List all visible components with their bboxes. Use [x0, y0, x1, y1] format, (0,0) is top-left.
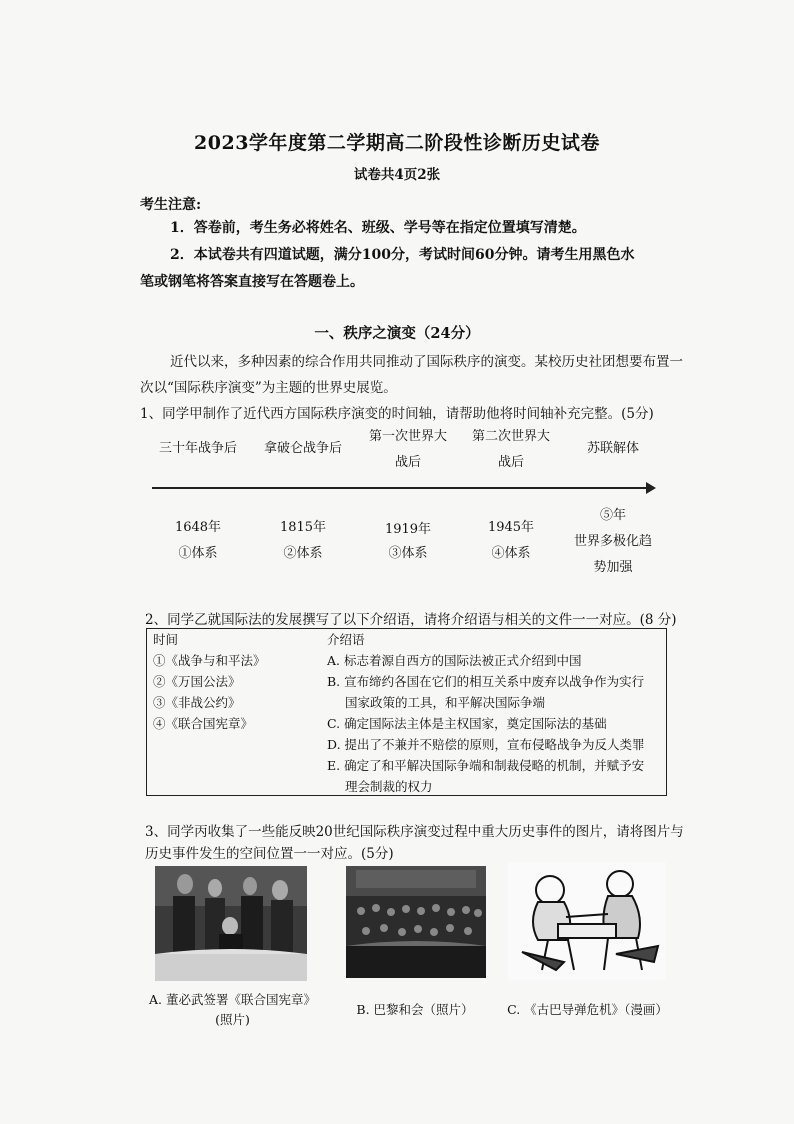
timeline-event: 战后	[497, 455, 524, 470]
timeline-year: 1648年	[174, 520, 222, 535]
table-doc: ③《非战公约》	[153, 695, 241, 710]
timeline-system: ③体系	[388, 546, 428, 561]
exam-title: 2023学年度第二学期高二阶段性诊断历史试卷	[194, 132, 600, 154]
cartoon-c-caption: C. 《古巴导弹危机》（漫画）	[507, 1002, 668, 1017]
question-3-line-1: 3、同学丙收集了一些能反映20世纪国际秩序演变过程中重大历史事件的图片，请将图片与	[145, 824, 684, 840]
timeline-event: 战后	[394, 455, 421, 470]
timeline-axis	[152, 487, 650, 489]
notice-heading: 考生注意:	[140, 197, 202, 213]
timeline-year: ⑤年	[599, 508, 626, 523]
question-2: 2、同学乙就国际法的发展撰写了以下介绍语，请将介绍语与相关的文件一一对应。(8 分)	[145, 612, 677, 628]
timeline-system: ④体系	[491, 546, 531, 561]
table-doc: ①《战争与和平法》	[153, 653, 266, 668]
section-title: 一、秩序之演变（24分）	[314, 325, 480, 342]
table-doc: ②《万国公法》	[153, 674, 241, 689]
photo-un-charter-signing	[155, 866, 307, 981]
timeline-event: 拿破仑战争后	[263, 441, 342, 456]
table-intro: E. 确定了和平解决国际争端和制裁侵略的机制，并赋予安	[327, 758, 645, 773]
table-header-intros: 介绍语	[327, 632, 365, 647]
table-intro: D. 提出了不兼并不赔偿的原则，宣布侵略战争为反人类罪	[327, 737, 645, 752]
notice-item-1: 1．答卷前，考生务必将姓名、班级、学号等在指定位置填写清楚。	[170, 220, 586, 236]
table-intro: C. 确定国际法主体是主权国家，奠定国际法的基础	[327, 716, 607, 731]
question-3-line-2: 历史事件发生的空间位置一一对应。(5分)	[145, 846, 394, 862]
table-intro: 国家政策的工具，和平解决国际争端	[345, 695, 546, 710]
photo-a-caption: A. 董必武签署《联合国宪章》	[149, 992, 316, 1007]
timeline-year: 1919年	[384, 522, 432, 537]
notice-item-2: 2．本试卷共有四道试题，满分100分，考试时间60分钟。请考生用黑色水	[170, 247, 635, 263]
intro-line-2: 次以“国际秩序演变”为主题的世界史展览。	[140, 380, 397, 396]
table-doc: ④《联合国宪章》	[153, 716, 254, 731]
timeline-arrow-icon	[646, 482, 656, 494]
timeline-system: 势加强	[593, 560, 633, 575]
cartoon-cuban-missile-crisis	[508, 862, 666, 980]
table-intro: B. 宣布缔约各国在它们的相互关系中废弃以战争作为实行	[327, 674, 645, 689]
timeline-event: 三十年战争后	[158, 441, 237, 456]
matching-table	[146, 628, 667, 796]
timeline-event: 第二次世界大	[471, 429, 550, 444]
timeline-event: 苏联解体	[586, 441, 639, 456]
timeline-system: ②体系	[283, 546, 323, 561]
exam-subtitle: 试卷共4页2张	[353, 167, 441, 183]
timeline-year: 1945年	[487, 520, 535, 535]
table-intro: 理会制裁的权力	[345, 779, 433, 794]
intro-line-1: 近代以来，多种因素的综合作用共同推动了国际秩序的演变。某校历史社团想要布置一	[170, 354, 683, 370]
photo-b-caption: B. 巴黎和会（照片）	[356, 1002, 474, 1017]
photo-a-caption-sub: (照片)	[215, 1012, 250, 1027]
table-header-docs: 时间	[153, 632, 179, 647]
notice-item-2-continued: 笔或钢笔将答案直接写在答题卷上。	[140, 274, 364, 290]
timeline-system: ①体系	[178, 546, 218, 561]
timeline-system: 世界多极化趋	[573, 534, 652, 549]
photo-paris-peace-conference	[346, 866, 486, 978]
question-1: 1、同学甲制作了近代西方国际秩序演变的时间轴，请帮助他将时间轴补充完整。(5分)	[140, 406, 654, 422]
table-intro: A. 标志着源自西方的国际法被正式介绍到中国	[327, 653, 582, 668]
timeline-event: 第一次世界大	[368, 429, 447, 444]
timeline-year: 1815年	[279, 520, 327, 535]
